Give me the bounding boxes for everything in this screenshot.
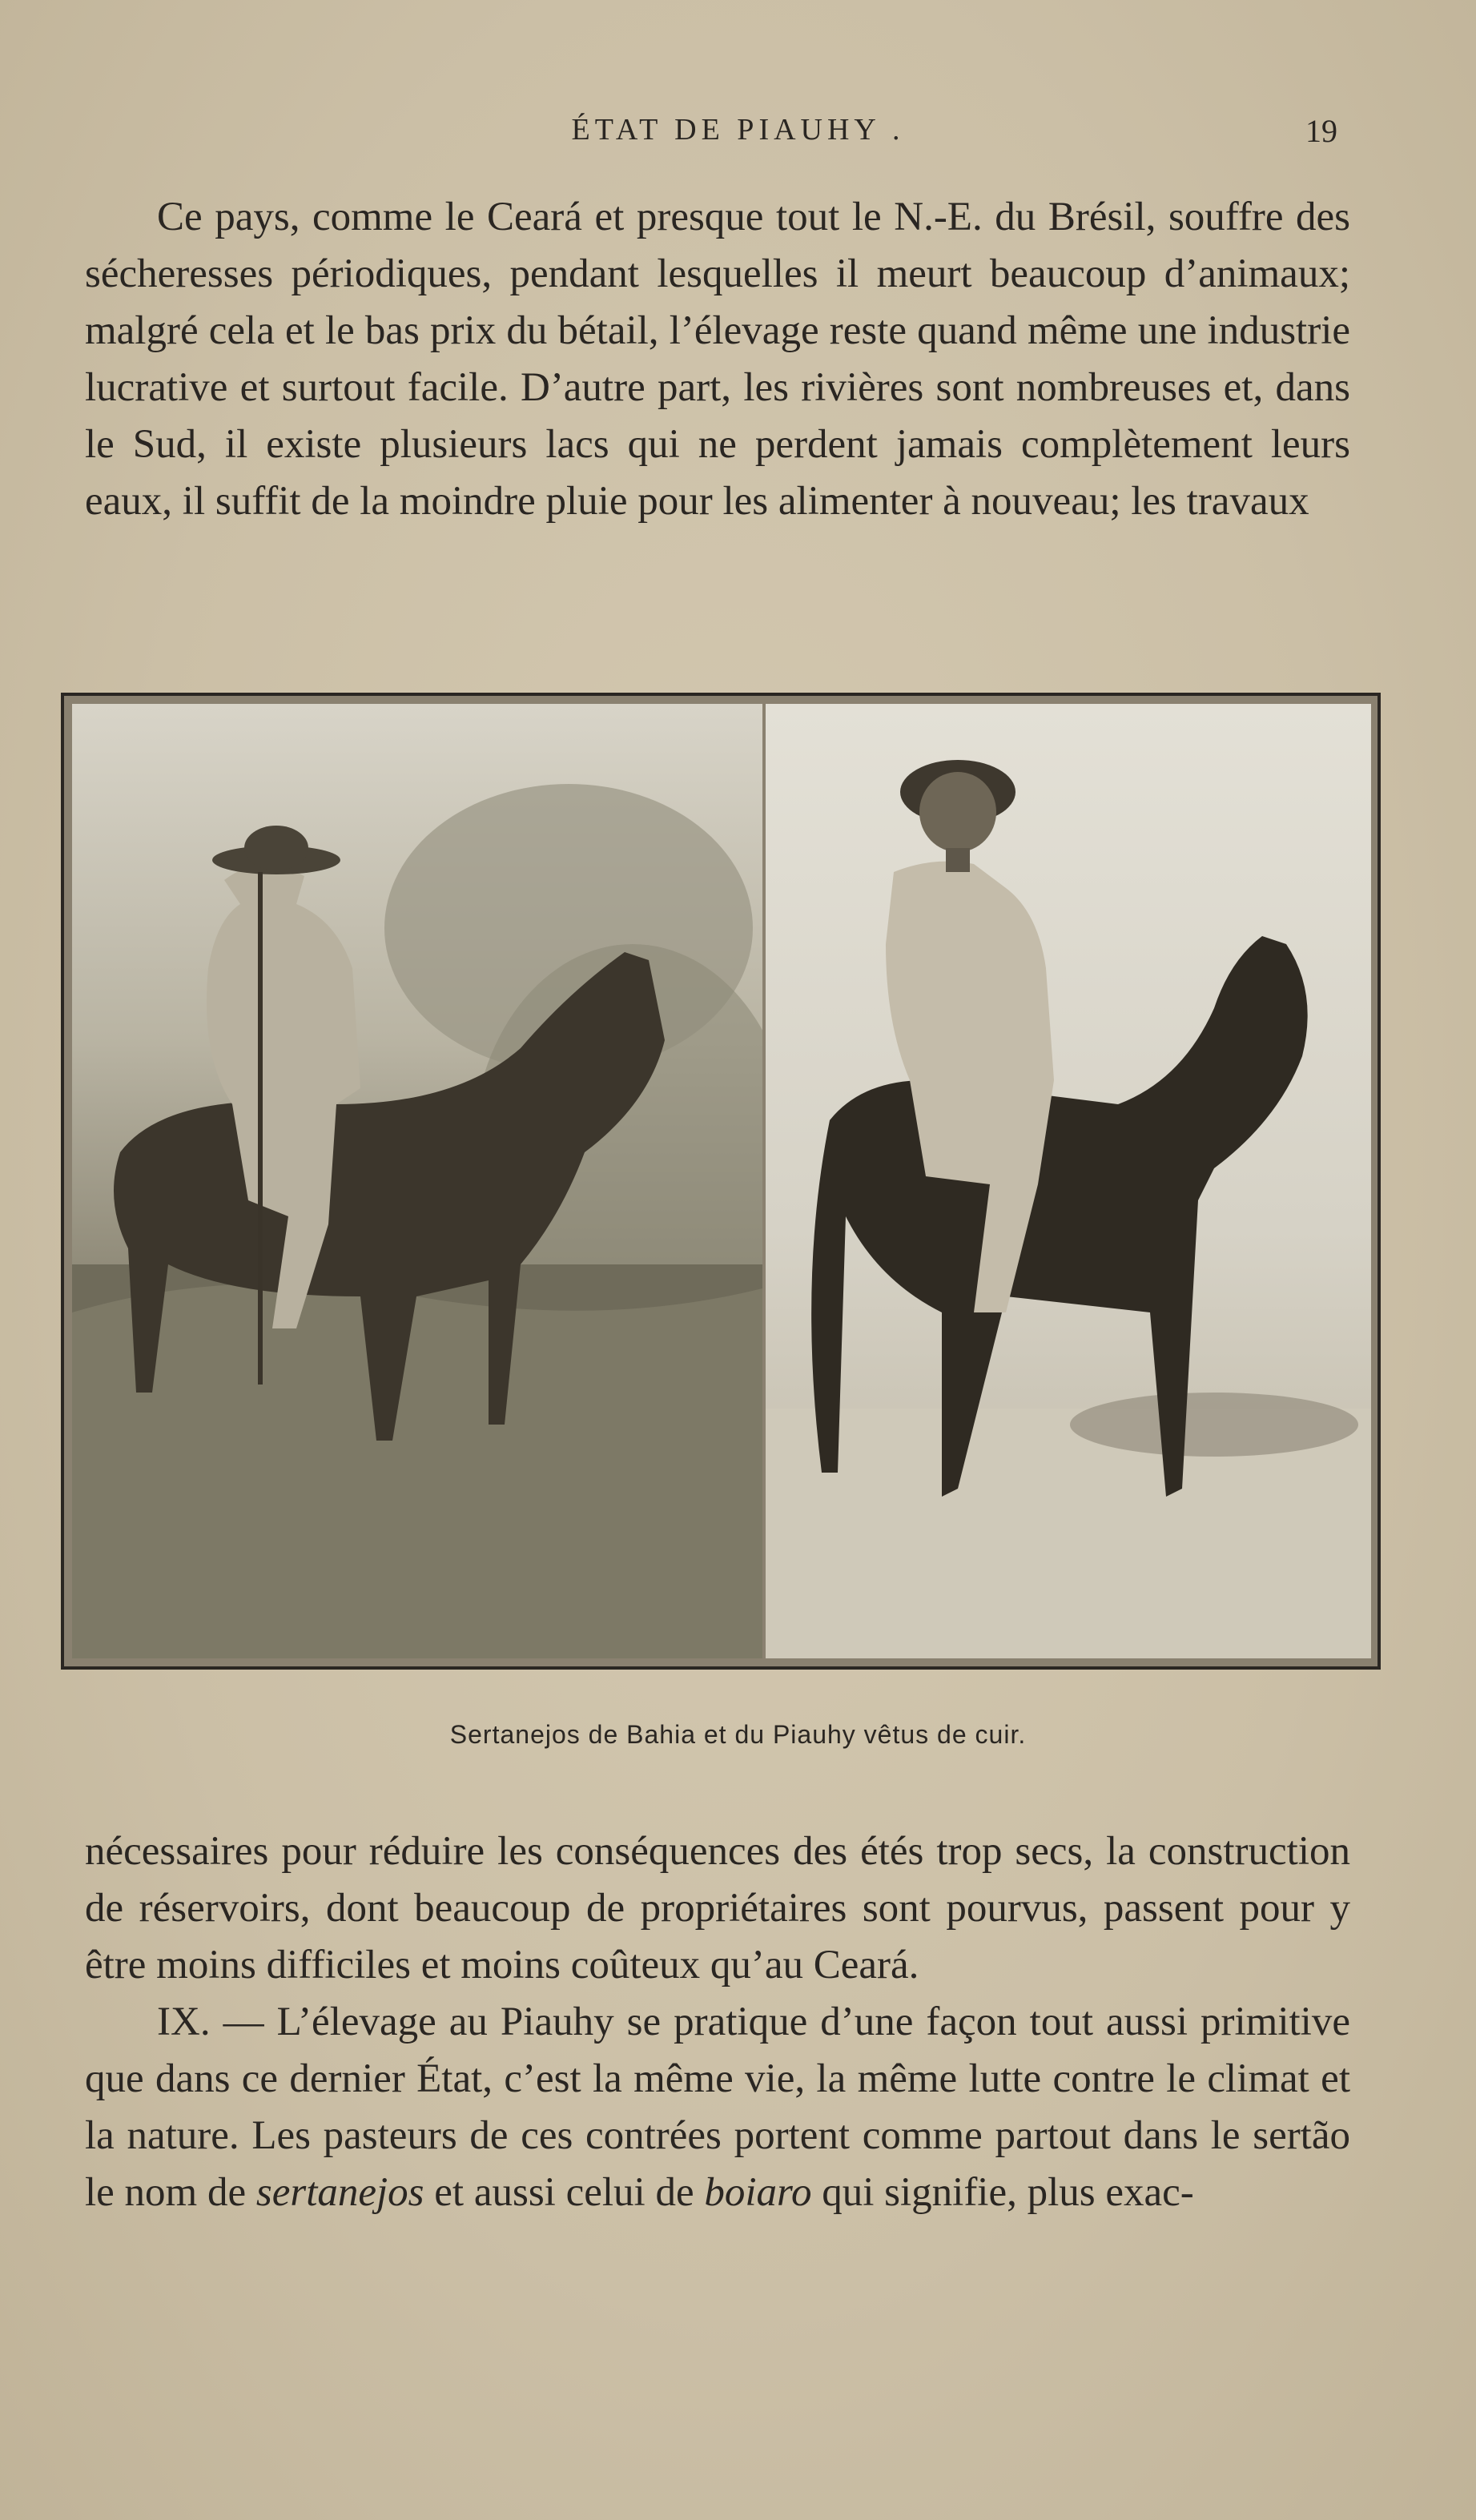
paragraph bbox=[85, 1994, 1350, 2221]
section-text: et aussi celui de bbox=[424, 2170, 705, 2215]
paragraph: nécessaires pour réduire les conséquences des étés trop secs, la construction de réservoirs, dont beaucoup de propriétaires sont pourvus, passent pour y être moins difficiles et moins coûteux qu’au Ceará. bbox=[85, 1829, 1350, 1987]
section-text: IX. — L’élevage au Piauhy se pratique d’une façon tout aussi primitive que dans ce dernier État, c’est la même vie, la même lutte contre le climat et la nature. Les pasteurs de ces contrées portent comme partout dans le sertão le nom de bbox=[85, 2000, 1350, 2215]
italic-term: sertanejos bbox=[255, 2170, 424, 2215]
text-block-bottom bbox=[85, 1823, 1350, 2221]
italic-term: boiaro bbox=[704, 2170, 812, 2215]
photo-rider-left bbox=[72, 704, 762, 1658]
running-head bbox=[0, 112, 1476, 160]
section-text: qui signifie, plus exac- bbox=[811, 2170, 1194, 2215]
page-number: 19 bbox=[1305, 113, 1337, 149]
photo-rider-right bbox=[766, 704, 1371, 1658]
paragraph: Ce pays, comme le Ceará et presque tout le N.-E. du Brésil, souffre des sécheresses périodiques, pendant lesquelles il meurt beaucoup d’animaux; malgré cela et le bas prix du bétail, l’élevage reste quand même une industrie lucrative et surtout facile. D’autre part, les rivières sont nombreuses et, dans le Sud, il existe plusieurs lacs qui ne perdent jamais complètement leurs eaux, il suffit de la moindre pluie pour les alimenter à nouveau; les travaux bbox=[85, 195, 1350, 524]
page-header-title: ÉTAT DE PIAUHY . bbox=[571, 113, 905, 147]
figure-caption: Sertanejos de Bahia et du Piauhy vêtus de cuir. bbox=[449, 1720, 1027, 1749]
text-block-top bbox=[85, 189, 1350, 530]
photo-figure bbox=[61, 693, 1381, 1670]
